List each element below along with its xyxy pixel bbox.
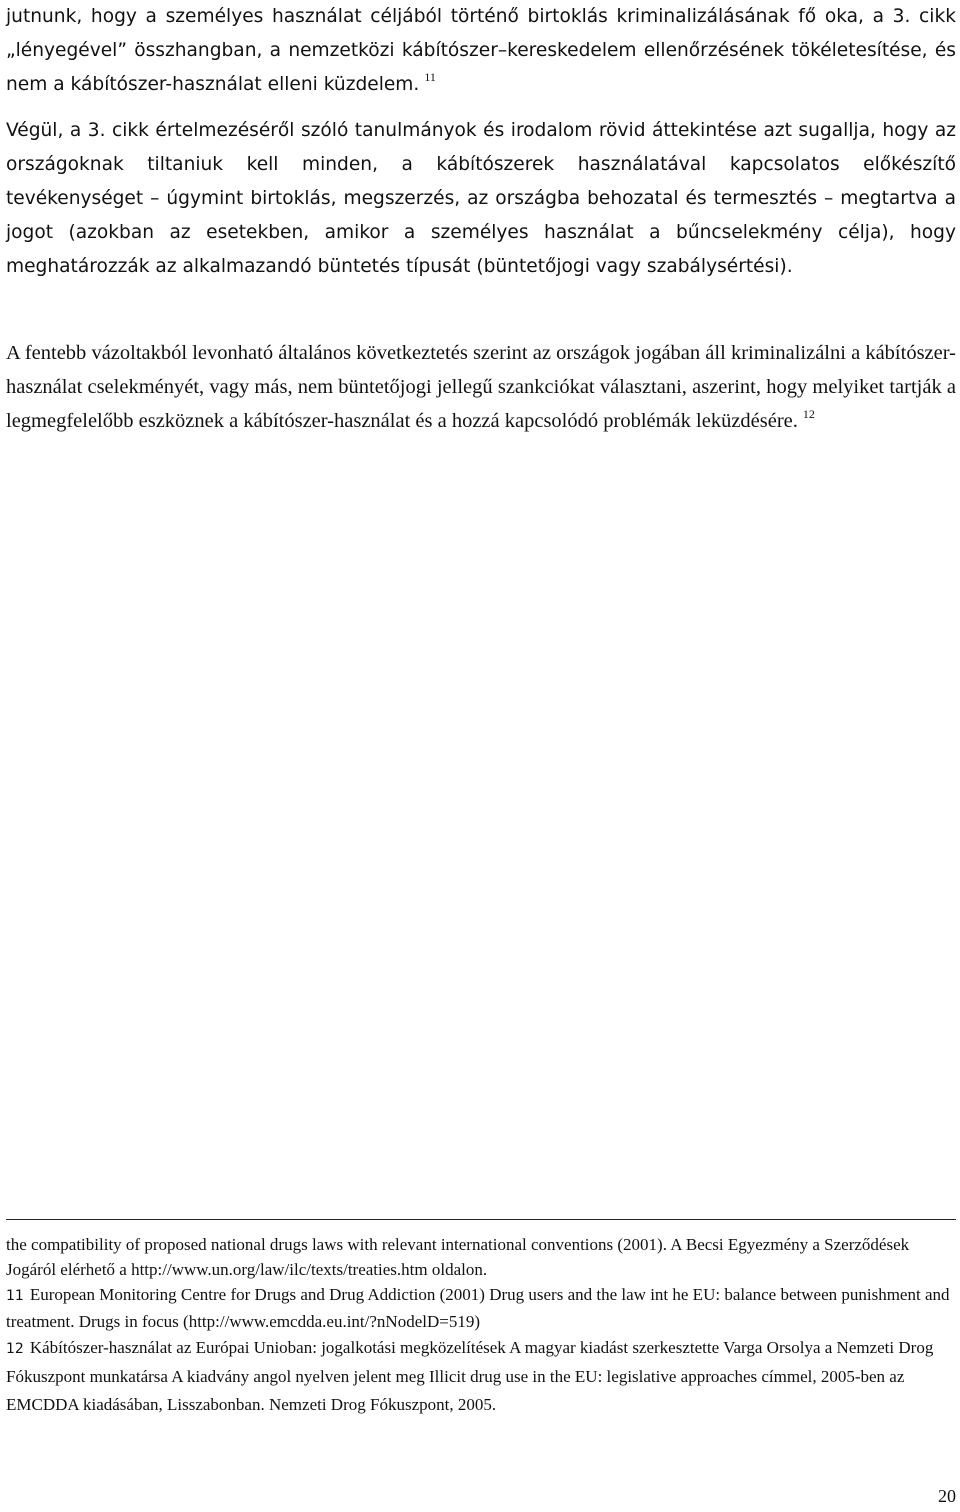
paragraph-2-text: Végül, a 3. cikk értelmezéséről szóló tanulmányok és irodalom rövid áttekintése azt sugallja, hogy az országoknak tiltaniuk kell minden, a kábítószerek használatával kapcsolatos előkészítő tevékenységet – úgymint birtoklás, megszerzés, az országba behozatal és termesztés – megtartva a jogot (azokban az esetekben, amikor a személyes használat a bűncselekmény célja), hogy meghatározzák az alkalmazandó büntetés típusát (büntetőjogi vagy szabálysértési).: [6, 120, 956, 277]
footnote-12-number: 12: [6, 1341, 24, 1357]
footnote-continuation: the compatibility of proposed national drugs laws with relevant international conventions (2001). A Becsi Egyezmény a Szerződések Jogáról elérhető a http://www.un.org/law/ilc/texts/treaties.htm oldalon.: [6, 1235, 910, 1279]
footnote-separator: [6, 1219, 956, 1220]
footnote-11-number: 11: [6, 1288, 24, 1304]
footnote-ref-11: 11: [424, 70, 436, 84]
paragraph-3: [6, 336, 956, 438]
paragraph-1: [6, 0, 956, 102]
footnote-11: [6, 1282, 956, 1334]
footnote-12-text: Kábítószer-használat az Európai Unioban: jogalkotási megközelítések A magyar kiadást szerkesztette Varga Orsolya a Nemzeti Drog Fókuszpont munkatársa A kiadvány angol nyelven jelent meg Illicit drug use in the EU: legislative approaches címmel, 2005-ben az EMCDDA kiadásában, Lisszabonban. Nemzeti Drog Fókuszpont, 2005.: [6, 1338, 934, 1414]
page-number: 20: [938, 1486, 956, 1506]
footnote-11-text: European Monitoring Centre for Drugs and Drug Addiction (2001) Drug users and the law int he EU: balance between punishment and treatment. Drugs in focus (http://www.emcdda.eu.int/?nNodelD=519): [6, 1285, 950, 1331]
footnote-ref-12: 12: [802, 407, 815, 421]
footnotes: [6, 1232, 956, 1419]
paragraph-3-text: A fentebb vázoltakból levonható általános következtetés szerint az országok jogában áll kriminalizálni a kábítószer-használat cselekményét, vagy más, nem büntetőjogi jellegű szankciókat választani, aszerint, hogy melyiket tartják a legmegfelelőbb eszköznek a kábítószer-használat és a hozzá kapcsolódó problémák leküzdésére.: [6, 342, 956, 432]
footnote-12: [6, 1334, 956, 1419]
paragraph-2: [6, 114, 956, 284]
paragraph-1-text: jutnunk, hogy a személyes használat céljából történő birtoklás kriminalizálásának fő oka, a 3. cikk „lényegével” összhangban, a nemzetközi kábítószer–kereskedelem ellenőrzésének tökéletesítése, és nem a kábítószer-használat elleni küzdelem.: [6, 6, 956, 95]
